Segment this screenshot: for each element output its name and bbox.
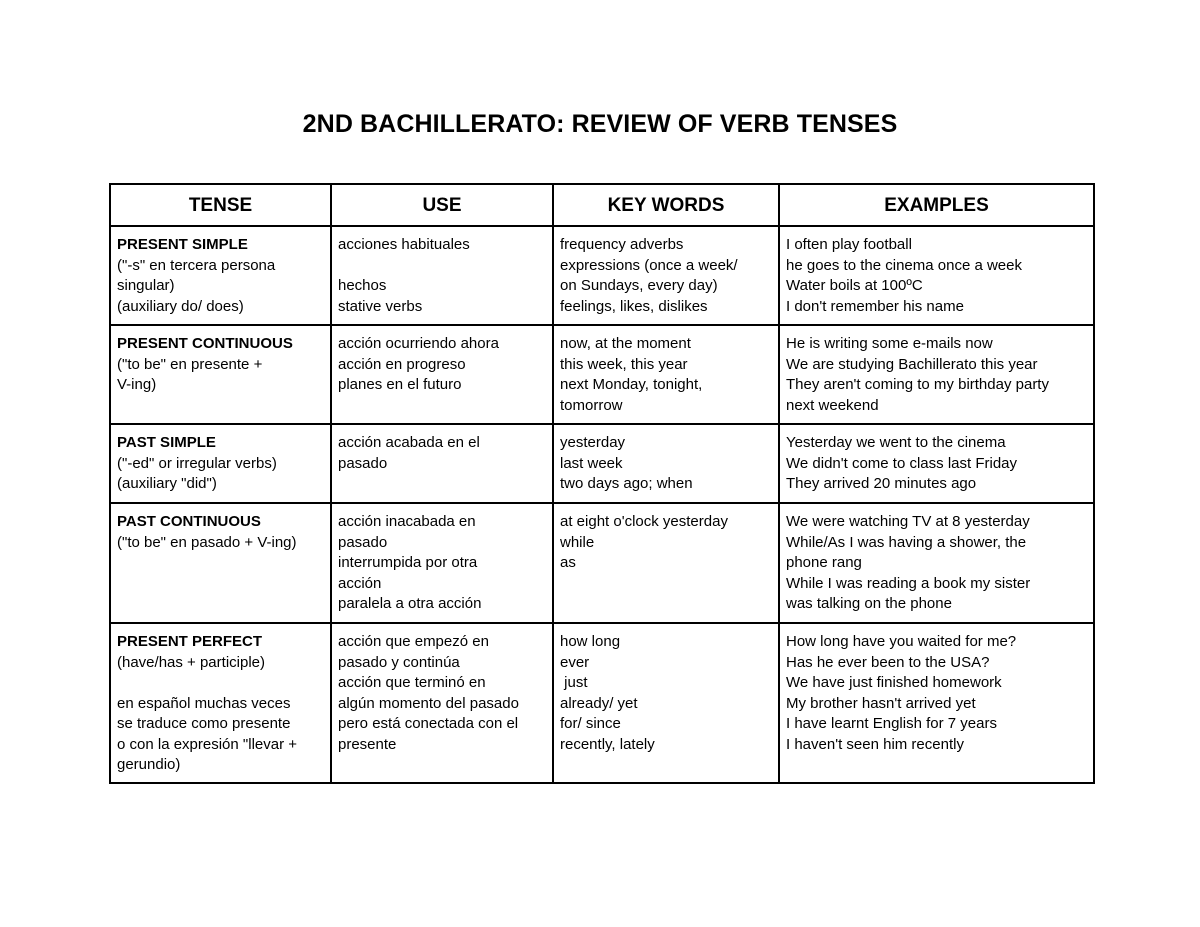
use-cell — [331, 325, 553, 424]
example-line: I often play football — [786, 236, 912, 253]
table-row — [110, 226, 1094, 325]
example-line: Yesterday we went to the cinema — [786, 434, 1006, 451]
header-use: USE — [331, 184, 553, 226]
key-word-line: frequency adverbs — [560, 236, 684, 253]
use-line: interrumpida por otra — [338, 554, 478, 571]
key-word-line: at eight o'clock yesterday — [560, 513, 728, 530]
tense-cell — [110, 623, 331, 783]
key-word-line: yesterday — [560, 434, 626, 451]
table-row — [110, 325, 1094, 424]
use-line: pasado — [338, 533, 388, 551]
key-word-line: this week, this year — [560, 355, 688, 373]
key-words-cell — [553, 503, 779, 623]
tense-note: ("to be" en pasado + V-ing) — [117, 533, 297, 551]
example-line: We didn't come to class last Friday — [786, 454, 1018, 472]
tense-name: PRESENT CONTINUOUS — [117, 335, 293, 352]
key-word-line: next Monday, tonight, — [560, 376, 703, 393]
use-line: acciones habituales — [338, 236, 470, 253]
key-word-line: recently, lately — [560, 735, 655, 753]
key-word-line: as — [560, 554, 576, 571]
table-header-row — [110, 184, 1094, 226]
header-examples: EXAMPLES — [779, 184, 1094, 226]
use-line: pasado y continúa — [338, 653, 460, 671]
examples-cell — [779, 503, 1094, 623]
key-word-line: while — [560, 533, 595, 551]
key-word-line: how long — [560, 633, 621, 650]
tense-name: PRESENT SIMPLE — [117, 236, 248, 253]
header-key-words: KEY WORDS — [553, 184, 779, 226]
use-cell — [331, 503, 553, 623]
example-line: was talking on the phone — [786, 595, 952, 612]
key-words-cell — [553, 226, 779, 325]
key-word-line: on Sundays, every day) — [560, 277, 718, 294]
example-line: he goes to the cinema once a week — [786, 256, 1022, 274]
tense-note: en español muchas veces — [117, 694, 291, 712]
tense-note: ("-ed" or irregular verbs) — [117, 454, 277, 472]
verb-tenses-table — [109, 183, 1095, 784]
use-line: algún momento del pasado — [338, 694, 519, 712]
key-word-line: already/ yet — [560, 694, 638, 712]
example-line: phone rang — [786, 554, 862, 571]
use-line: acción en progreso — [338, 355, 466, 373]
example-line: next weekend — [786, 396, 879, 414]
key-words-cell — [553, 424, 779, 503]
examples-cell — [779, 226, 1094, 325]
example-line: We have just finished homework — [786, 674, 1002, 691]
tense-note: (auxiliary "did") — [117, 475, 217, 492]
tense-name: PAST SIMPLE — [117, 434, 216, 451]
tense-cell — [110, 503, 331, 623]
use-line: planes en el futuro — [338, 376, 462, 393]
key-word-line: expressions (once a week/ — [560, 256, 738, 274]
examples-cell — [779, 424, 1094, 503]
example-line: How long have you waited for me? — [786, 633, 1017, 650]
example-line: While I was reading a book my sister — [786, 574, 1031, 592]
key-word-line: now, at the moment — [560, 335, 691, 352]
use-line: hechos — [338, 277, 387, 294]
use-line: acción que empezó en — [338, 633, 489, 650]
tense-note: (have/has + participle) — [117, 653, 265, 671]
table-row — [110, 503, 1094, 623]
tense-note: (auxiliary do/ does) — [117, 297, 244, 315]
table-row — [110, 623, 1094, 783]
tense-cell — [110, 424, 331, 503]
example-line: I don't remember his name — [786, 297, 964, 315]
example-line: He is writing some e-mails now — [786, 335, 993, 352]
tense-note: se traduce como presente — [117, 715, 291, 732]
use-line: stative verbs — [338, 297, 423, 315]
use-cell — [331, 623, 553, 783]
use-cell — [331, 226, 553, 325]
tense-note: ("to be" en presente + — [117, 355, 263, 373]
key-word-line: for/ since — [560, 715, 621, 732]
example-line: I haven't seen him recently — [786, 735, 964, 753]
example-line: Has he ever been to the USA? — [786, 653, 990, 671]
key-words-cell — [553, 325, 779, 424]
key-word-line: feelings, likes, dislikes — [560, 297, 708, 315]
table-row — [110, 424, 1094, 503]
page-title: 2ND BACHILLERATO: REVIEW OF VERB TENSES — [302, 110, 898, 138]
example-line: We were watching TV at 8 yesterday — [786, 513, 1030, 530]
tense-note: V-ing) — [117, 376, 157, 393]
header-tense: TENSE — [110, 184, 331, 226]
key-word-line: ever — [560, 653, 590, 671]
use-cell — [331, 424, 553, 503]
tense-name: PRESENT PERFECT — [117, 633, 263, 650]
use-line: pasado — [338, 454, 388, 472]
key-word-line: tomorrow — [560, 396, 623, 414]
tense-note — [117, 673, 324, 694]
example-line: They arrived 20 minutes ago — [786, 475, 977, 492]
key-word-line: two days ago; when — [560, 475, 693, 492]
use-line: paralela a otra acción — [338, 595, 482, 612]
example-line: Water boils at 100ºC — [786, 277, 923, 294]
use-line: acción — [338, 574, 382, 592]
tense-note: ("-s" en tercera persona — [117, 256, 276, 274]
use-line: acción que terminó en — [338, 674, 486, 691]
tense-note: singular) — [117, 277, 175, 294]
use-line — [338, 256, 546, 277]
use-line: presente — [338, 735, 397, 753]
examples-cell — [779, 623, 1094, 783]
example-line: My brother hasn't arrived yet — [786, 694, 976, 712]
key-words-cell — [553, 623, 779, 783]
tense-note: gerundio) — [117, 756, 181, 773]
example-line: While/As I was having a shower, the — [786, 533, 1027, 551]
key-word-line: last week — [560, 454, 623, 472]
examples-cell — [779, 325, 1094, 424]
tense-cell — [110, 325, 331, 424]
use-line: acción acabada en el — [338, 434, 480, 451]
example-line: We are studying Bachillerato this year — [786, 355, 1038, 373]
use-line: pero está conectada con el — [338, 715, 519, 732]
use-line: acción ocurriendo ahora — [338, 335, 499, 352]
tense-name: PAST CONTINUOUS — [117, 513, 261, 530]
key-word-line: just — [560, 674, 588, 691]
tense-note: o con la expresión "llevar + — [117, 735, 298, 753]
example-line: They aren't coming to my birthday party — [786, 376, 1049, 393]
tense-cell — [110, 226, 331, 325]
example-line: I have learnt English for 7 years — [786, 715, 997, 732]
use-line: acción inacabada en — [338, 513, 476, 530]
